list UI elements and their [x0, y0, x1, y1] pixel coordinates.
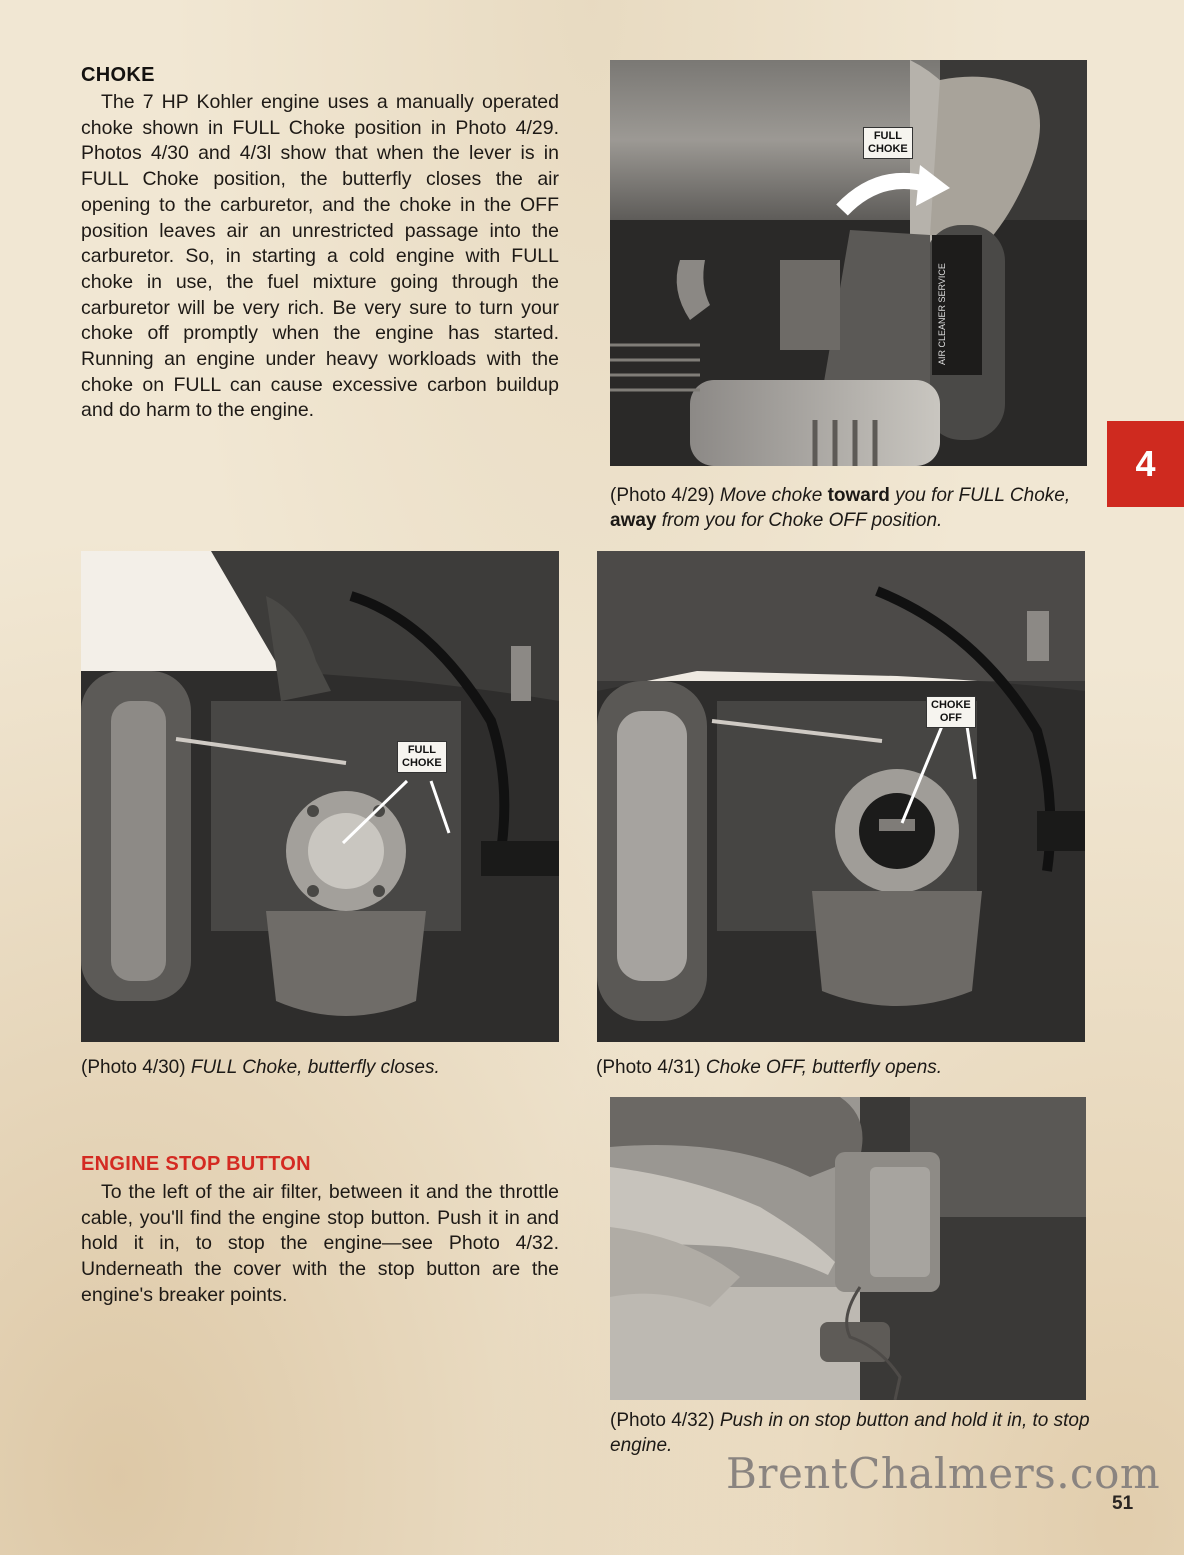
photo-4-29-caption — [610, 483, 1090, 533]
photo-4-31-illustration — [597, 551, 1085, 1042]
engine-stop-heading: ENGINE STOP BUTTON — [81, 1153, 311, 1175]
photo-4-31-label-line2: OFF — [939, 712, 962, 724]
photo-4-30-caption — [81, 1055, 440, 1080]
photo-4-31-label — [926, 696, 976, 728]
photo-4-30 — [81, 551, 559, 1042]
photo-4-30-caption-text: FULL Choke, butterfly closes. — [190, 1057, 440, 1078]
photo-4-29-caption-ref: (Photo 4/29) — [610, 485, 715, 506]
photo-4-32-caption-text: Push in on stop button and hold it in, to stop engine. — [610, 1410, 1090, 1456]
photo-4-29-label-line1: FULL — [873, 130, 902, 142]
photo-4-30-label-line1: FULL — [407, 744, 436, 756]
photo-4-32 — [610, 1097, 1086, 1400]
page-number: 51 — [1112, 1493, 1134, 1514]
photo-4-32-illustration — [610, 1097, 1086, 1400]
photo-4-29-caption-a: Move choke — [719, 485, 823, 506]
photo-4-29-caption-e: from you for Choke OFF position. — [661, 510, 943, 531]
photo-4-30-label — [397, 741, 447, 773]
photo-4-31-caption — [596, 1055, 942, 1080]
photo-4-30-label-line2: CHOKE — [402, 757, 442, 769]
photo-4-32-caption-ref: (Photo 4/32) — [610, 1410, 715, 1431]
photo-4-31-label-line1: CHOKE — [931, 699, 971, 711]
watermark: BrentChalmers.com — [726, 1449, 1161, 1498]
photo-4-31-caption-ref: (Photo 4/31) — [596, 1057, 701, 1078]
choke-body-text: The 7 HP Kohler engine uses a manually operated choke shown in FULL Choke position in Photo 4/29. Photos 4/30 and 4/3l show that when the lever is in FULL Choke position, the butterfly closes the air opening to the carburetor, and the choke in the OFF position leaves air an unrestricted passage into the carburetor. So, in starting a cold engine with FULL choke in use, the fuel mixture going through the carburetor will be very rich. Be very sure to turn your choke off promptly when the engine has started. Running an engine under heavy workloads with the choke on FULL can cause excessive carbon buildup and do harm to the engine. — [81, 91, 559, 422]
photo-4-29-illustration — [610, 60, 1087, 466]
choke-heading: CHOKE — [81, 64, 155, 86]
photo-4-30-caption-ref: (Photo 4/30) — [81, 1057, 186, 1078]
choke-body-container — [81, 90, 559, 424]
photo-4-29-label-line2: CHOKE — [868, 143, 908, 155]
photo-4-29-decal: AIR CLEANER SERVICE — [937, 263, 947, 365]
photo-4-29-caption-d: away — [610, 510, 657, 531]
photo-4-29 — [610, 60, 1087, 466]
photo-4-29-label — [863, 127, 913, 159]
photo-4-30-illustration — [81, 551, 559, 1042]
photo-4-29-caption-b: toward — [827, 485, 890, 506]
photo-4-31-caption-text: Choke OFF, butterfly opens. — [705, 1057, 943, 1078]
engine-stop-body-container — [81, 1180, 559, 1309]
photo-4-29-caption-c: you for FULL Choke, — [895, 485, 1071, 506]
chapter-tab: 4 — [1107, 421, 1184, 507]
photo-4-31 — [597, 551, 1085, 1042]
engine-stop-body-text: To the left of the air filter, between it and the throttle cable, you'll find the engine stop button. Push it in and hold it in, to stop the engine—see Photo 4/32. Underneath the cover with the stop button are the engine's breaker points. — [81, 1181, 559, 1306]
